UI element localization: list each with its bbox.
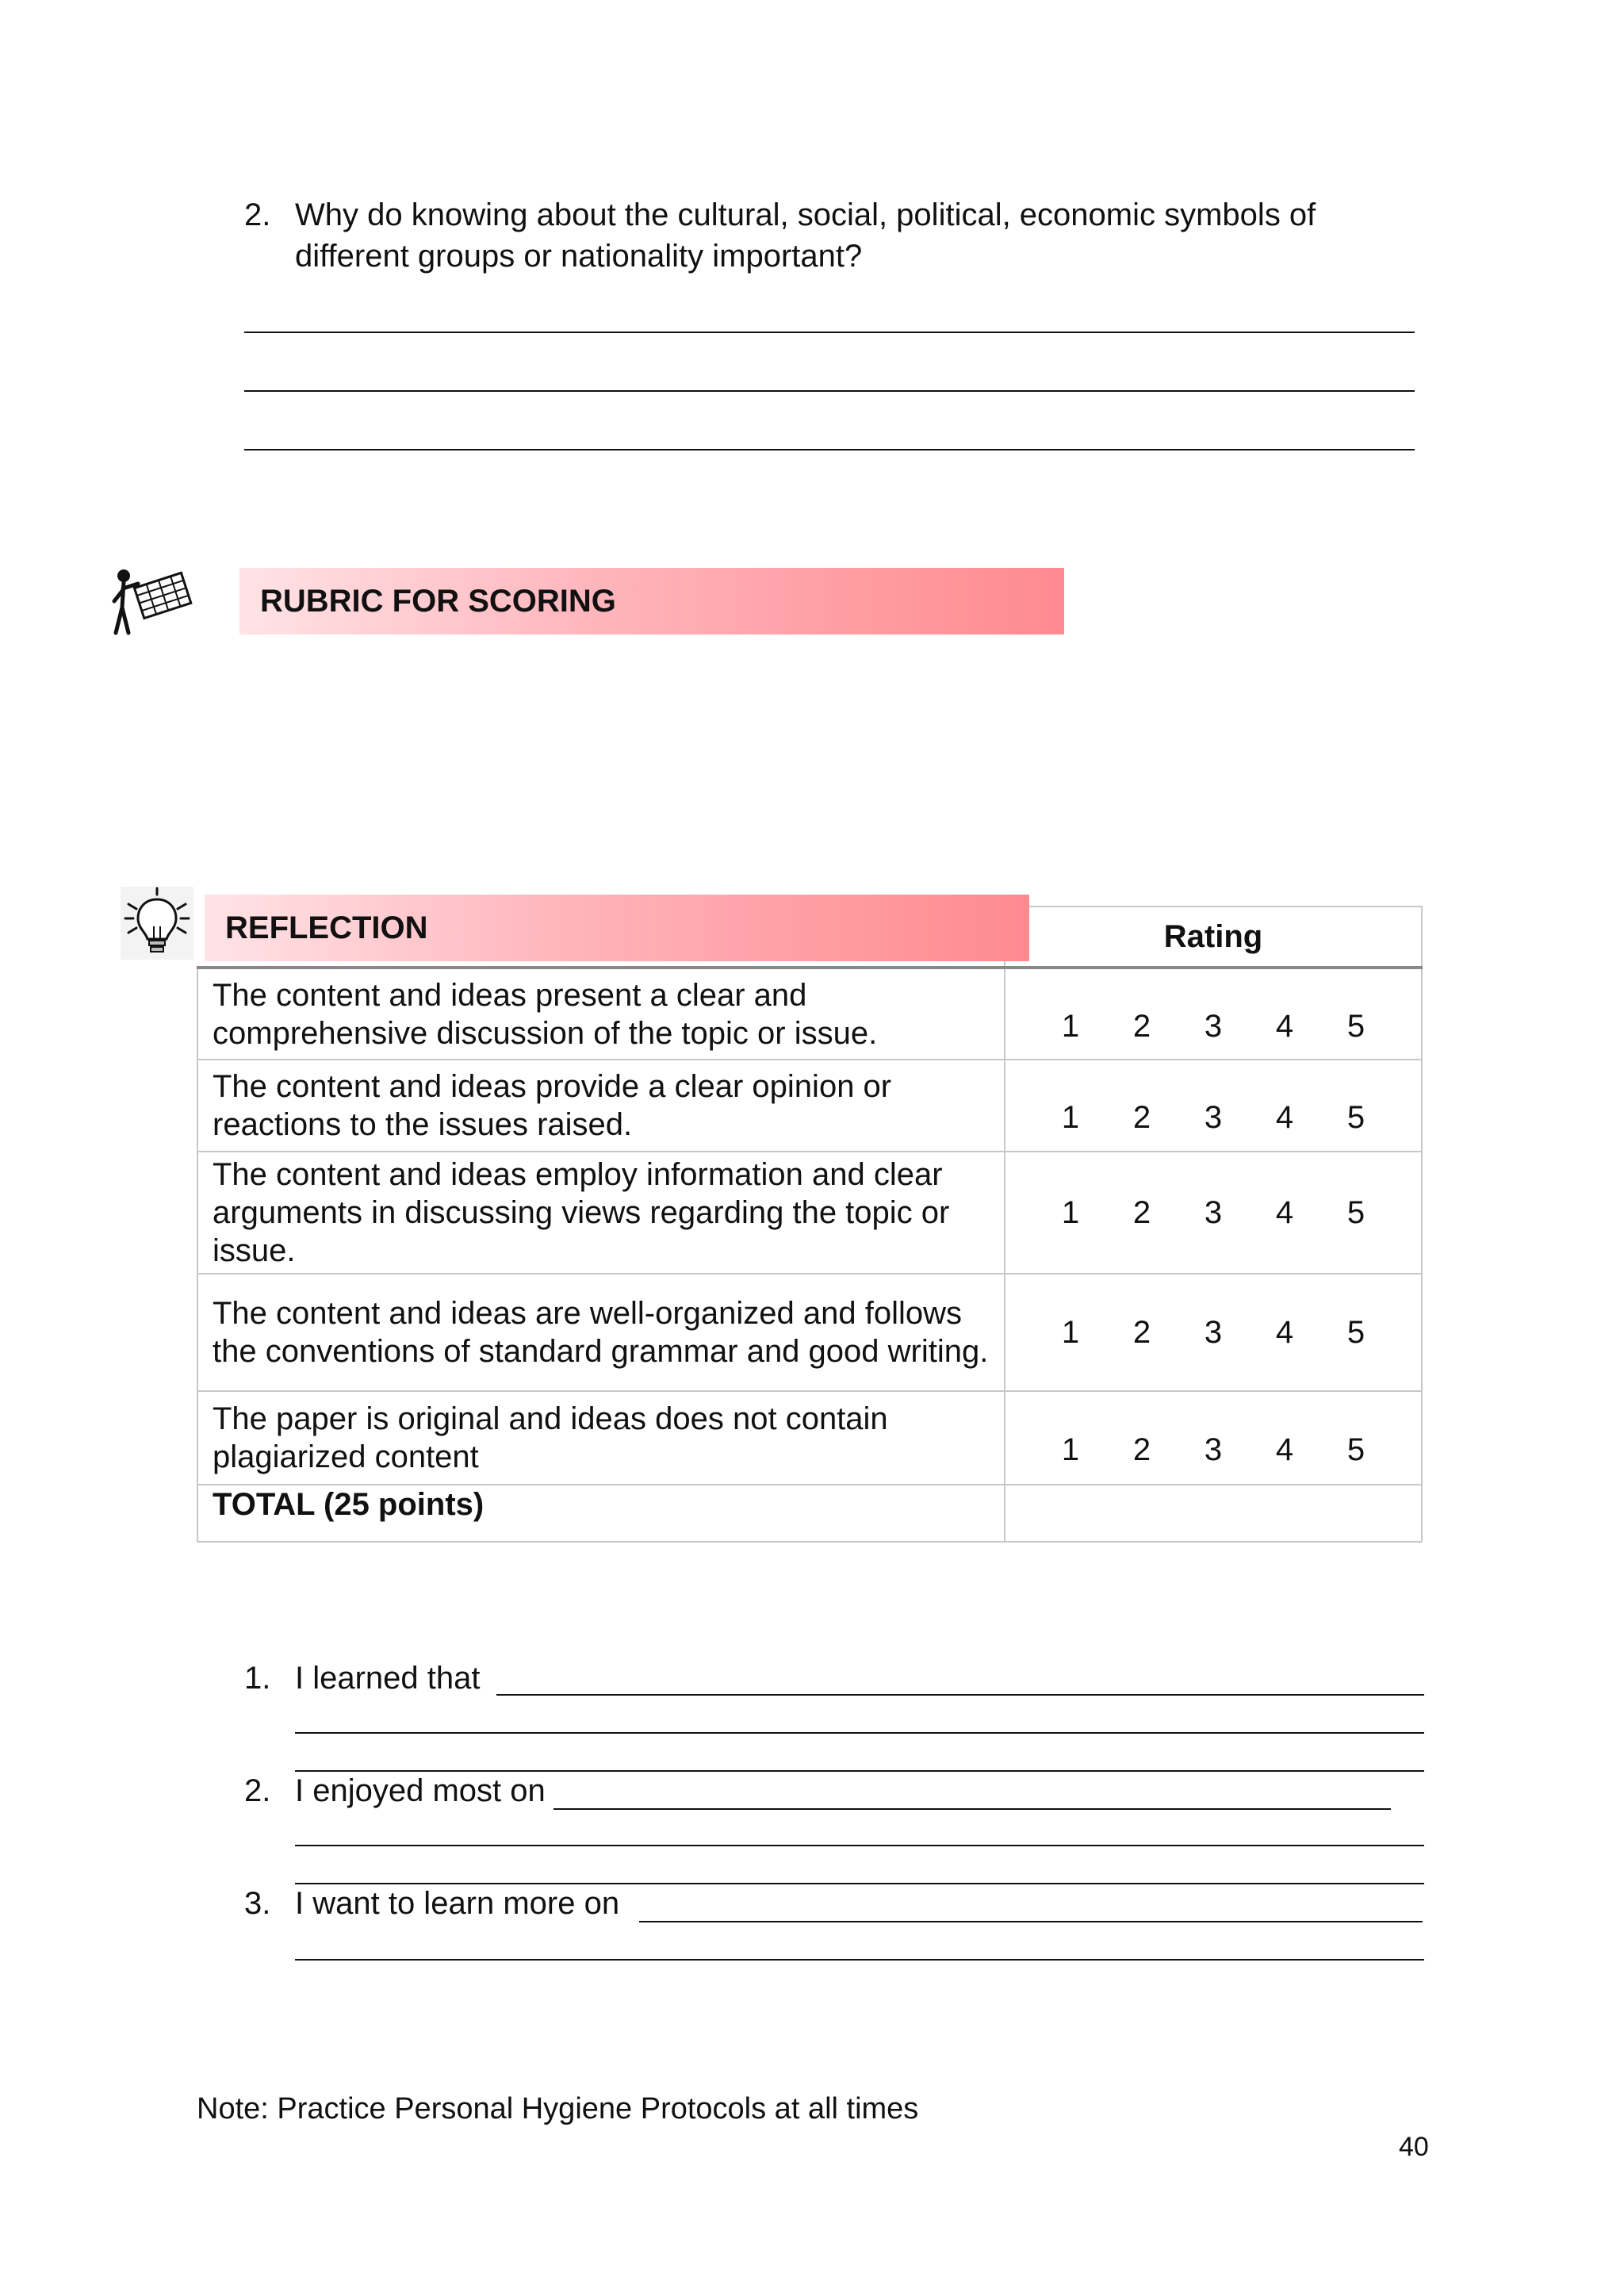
criterion-cell: The content and ideas employ information and clear arguments in discussing views regarding the topic or issue. (197, 1152, 1005, 1274)
question-number: 2. (244, 197, 271, 232)
rubric-table (197, 906, 1423, 1543)
rating-option[interactable]: 4 (1275, 1432, 1294, 1467)
rating-option[interactable]: 3 (1204, 1195, 1223, 1230)
table-row (197, 1060, 1422, 1152)
reflection-banner: REFLECTION (205, 895, 1029, 961)
criterion-cell: The content and ideas provide a clear opinion or reactions to the issues raised. (197, 1060, 1005, 1152)
rating-option[interactable]: 2 (1132, 1432, 1151, 1467)
answer-line[interactable] (295, 1845, 1424, 1846)
rating-options (1055, 983, 1372, 1045)
answer-line[interactable] (496, 1694, 1424, 1696)
criterion-cell: The paper is original and ideas does not contain plagiarized content (197, 1391, 1005, 1485)
rating-options (1055, 1313, 1372, 1351)
total-label: TOTAL (25 points) (197, 1485, 1005, 1542)
prompt-number: 3. (244, 1886, 271, 1921)
question-text: Why do knowing about the cultural, social, political, economic symbols of different groups or nationality important? (295, 197, 1316, 274)
rating-option[interactable]: 1 (1061, 1100, 1080, 1135)
criterion-cell: The content and ideas present a clear and comprehensive discussion of the topic or issue. (197, 968, 1005, 1060)
rating-cell (1005, 1274, 1422, 1391)
rating-cell (1005, 1060, 1422, 1152)
rating-option[interactable]: 1 (1061, 1195, 1080, 1230)
table-row (197, 1274, 1422, 1391)
rating-option[interactable]: 1 (1061, 1008, 1080, 1044)
prompt-text: I enjoyed most on (295, 1773, 546, 1808)
prompt-text: I learned that (295, 1661, 481, 1696)
rating-option[interactable]: 5 (1346, 1432, 1365, 1467)
rating-option[interactable]: 3 (1204, 1315, 1223, 1350)
rating-option[interactable]: 1 (1061, 1315, 1080, 1350)
rating-option[interactable]: 3 (1204, 1100, 1223, 1135)
rating-option[interactable]: 5 (1346, 1315, 1365, 1350)
prompt-text: I want to learn more on (295, 1886, 620, 1921)
lightbulb-icon (121, 887, 193, 960)
rating-option[interactable]: 3 (1204, 1432, 1223, 1467)
rating-option[interactable]: 4 (1275, 1315, 1294, 1350)
rating-options (1055, 1407, 1372, 1469)
rating-option[interactable]: 4 (1275, 1195, 1294, 1230)
answer-line[interactable] (295, 1959, 1424, 1961)
rating-option[interactable]: 2 (1132, 1100, 1151, 1135)
rubric-banner: RUBRIC FOR SCORING (239, 568, 1064, 634)
prompt-number: 2. (244, 1773, 271, 1808)
rating-cell (1005, 1152, 1422, 1274)
answer-line[interactable] (244, 449, 1415, 450)
rating-option[interactable]: 4 (1275, 1100, 1294, 1135)
page-number: 40 (1399, 2132, 1429, 2162)
reflection-prompt-1 (244, 1658, 481, 1699)
answer-line[interactable] (639, 1921, 1423, 1922)
rating-cell (1005, 1391, 1422, 1485)
rating-option[interactable]: 2 (1132, 1195, 1151, 1230)
table-row (197, 968, 1422, 1060)
footer-note: Note: Practice Personal Hygiene Protocols at all times (197, 2092, 919, 2125)
total-score-cell[interactable] (1005, 1485, 1422, 1542)
rating-options (1055, 1075, 1372, 1137)
total-row (197, 1485, 1422, 1542)
rating-option[interactable]: 5 (1346, 1195, 1365, 1230)
rating-cell (1005, 968, 1422, 1060)
rating-option[interactable]: 5 (1346, 1100, 1365, 1135)
reflection-prompt-3 (244, 1883, 620, 1924)
rating-option[interactable]: 1 (1061, 1432, 1080, 1467)
reflection-prompt-2 (244, 1770, 546, 1811)
rating-option[interactable]: 4 (1275, 1008, 1294, 1044)
prompt-number: 1. (244, 1661, 271, 1696)
rating-option[interactable]: 3 (1204, 1008, 1223, 1044)
rating-option[interactable]: 2 (1132, 1315, 1151, 1350)
rubric-person-icon (109, 563, 193, 639)
answer-line[interactable] (295, 1732, 1424, 1734)
rating-header: Rating (1005, 907, 1422, 968)
table-row (197, 1152, 1422, 1274)
answer-line[interactable] (244, 390, 1415, 392)
rating-option[interactable]: 2 (1132, 1008, 1151, 1044)
rating-options (1055, 1194, 1372, 1232)
answer-line[interactable] (553, 1808, 1391, 1810)
answer-line[interactable] (244, 332, 1415, 333)
criterion-cell: The content and ideas are well-organized and follows the conventions of standard grammar and good writing. (197, 1274, 1005, 1391)
table-row (197, 1391, 1422, 1485)
rating-option[interactable]: 5 (1346, 1008, 1365, 1044)
